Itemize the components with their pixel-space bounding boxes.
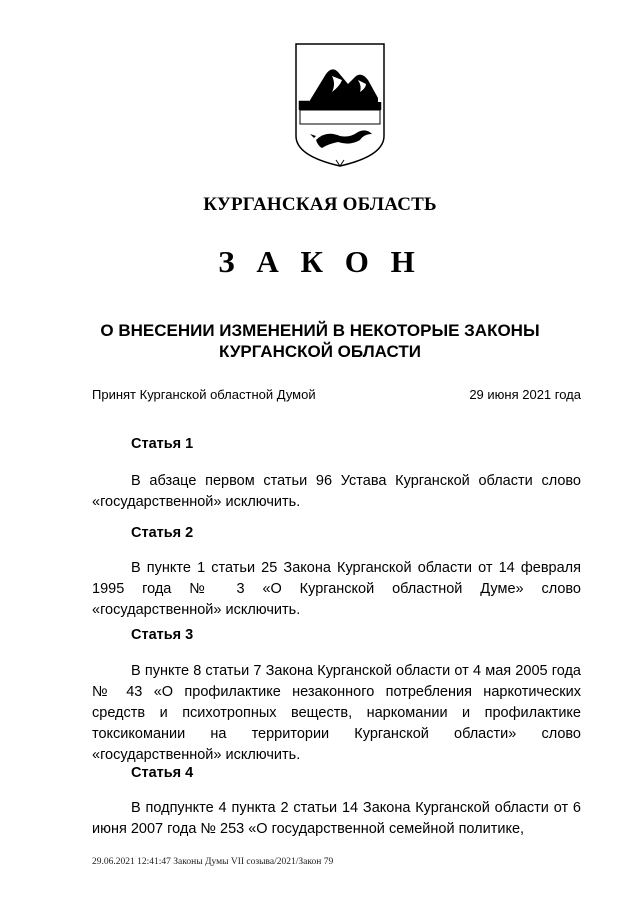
document-footer: 29.06.2021 12:41:47 Законы Думы VII созыва/2021/Закон 79 <box>92 857 334 867</box>
adopted-date: 29 июня 2021 года <box>469 387 581 402</box>
region-heading: КУРГАНСКАЯ ОБЛАСТЬ <box>203 194 437 215</box>
law-title <box>90 320 550 362</box>
article-text: В пункте 8 статьи 7 Закона Курганской области от 4 мая 2005 года № 43 «О профилактике незаконного потребления наркотических средств и психотропных веществ, наркомании и профилактике токсикомании на территории Курганской области» слово «государственной» исключить. <box>92 663 581 763</box>
article-heading: Статья 1 <box>131 436 194 452</box>
article-heading: Статья 4 <box>131 765 194 781</box>
article-text: В подпункте 4 пункта 2 статьи 14 Закона Курганской области от 6 июня 2007 года № 253 «О государственной семейной политике, <box>92 800 581 837</box>
article-text: В пункте 1 статьи 25 Закона Курганской области от 14 февраля 1995 года № 3 «О Курганской областной Думе» слово «государственной» исключить. <box>92 560 581 618</box>
adoption-line <box>92 387 581 405</box>
article-heading: Статья 2 <box>131 525 194 541</box>
kurgan-oblast-coat-of-arms-icon <box>292 40 388 170</box>
article-heading: Статья 3 <box>131 627 194 643</box>
document-type-heading: З А К О Н <box>218 244 422 279</box>
law-title-line-2: КУРГАНСКОЙ ОБЛАСТИ <box>219 342 421 361</box>
law-title-line-1: О ВНЕСЕНИИ ИЗМЕНЕНИЙ В НЕКОТОРЫЕ ЗАКОНЫ <box>100 321 540 340</box>
adopted-by: Принят Курганской областной Думой <box>92 387 316 402</box>
article-text: В абзаце первом статьи 96 Устава Курганской области слово «государственной» исключить. <box>92 473 581 510</box>
